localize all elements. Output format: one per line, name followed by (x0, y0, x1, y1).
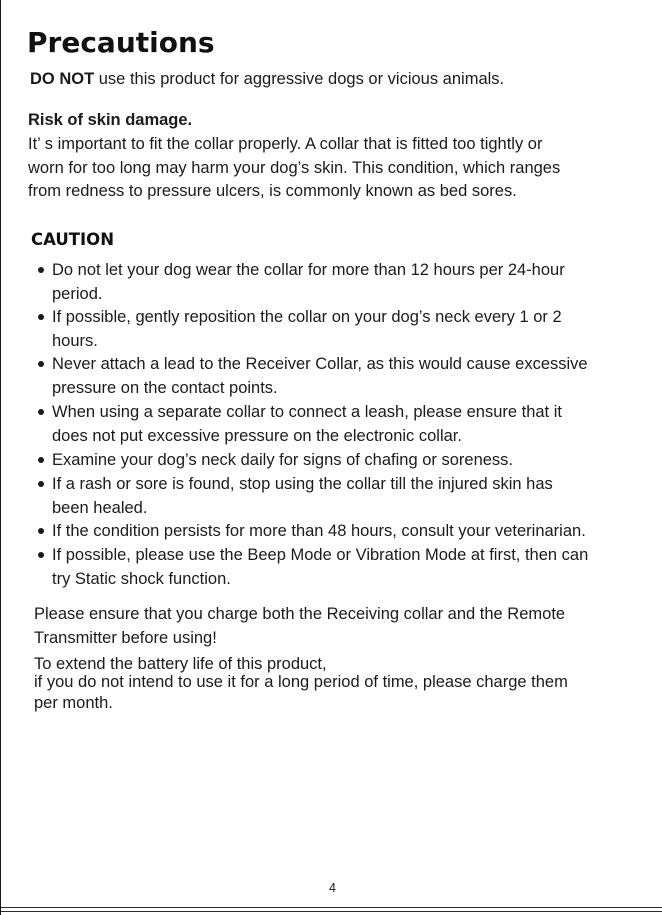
caution-list-item (1, 473, 662, 521)
charging-note-line: Please ensure that you charge both the Receiving collar and the Remote (34, 605, 566, 623)
caution-item-line: If possible, please use the Beep Mode or Vibration Mode at first, then can (52, 546, 589, 564)
bullet-icon (38, 314, 44, 320)
battery-note-line: per month. (34, 694, 113, 712)
caution-list-item (1, 544, 662, 592)
caution-list-item (1, 306, 662, 354)
caution-item-line: Do not let your dog wear the collar for more than 12 hours per 24-hour (52, 261, 565, 279)
caution-list-item (1, 401, 662, 449)
bullet-icon (38, 552, 44, 558)
caution-list-item (1, 259, 662, 307)
page-number: 4 (329, 881, 336, 895)
caution-item-line: try Static shock function. (52, 570, 231, 588)
bullet-icon (38, 457, 44, 463)
bullet-icon (38, 481, 44, 487)
intro-warning-text: use this product for aggressive dogs or vicious animals. (94, 70, 505, 88)
footer-divider (1, 907, 662, 908)
caution-item-line: When using a separate collar to connect a leash, please ensure that it (52, 403, 562, 421)
caution-item-line: does not put excessive pressure on the electronic collar. (52, 427, 462, 445)
caution-item-line: If possible, gently reposition the collar on your dog’s neck every 1 or 2 (52, 308, 562, 326)
caution-item-line: period. (52, 285, 103, 303)
caution-heading: CAUTION (31, 230, 114, 249)
intro-warning (30, 68, 504, 90)
bullet-icon (38, 361, 44, 367)
caution-item-line: If a rash or sore is found, stop using the collar till the injured skin has (52, 475, 553, 493)
footer-divider (1, 911, 662, 912)
battery-note-line: if you do not intend to use it for a long period of time, please charge them (34, 673, 568, 691)
risk-heading: Risk of skin damage. (28, 111, 193, 129)
charging-note-line: Transmitter before using! (34, 629, 217, 647)
caution-item-line: pressure on the contact points. (52, 379, 278, 397)
caution-item-line: Examine your dog’s neck daily for signs of chafing or soreness. (52, 451, 514, 469)
bullet-icon (38, 409, 44, 415)
page-title: Precautions (27, 26, 215, 59)
bullet-icon (38, 267, 44, 273)
battery-note-line: To extend the battery life of this product, (34, 655, 327, 673)
caution-item-line: hours. (52, 332, 98, 350)
bullet-icon (38, 528, 44, 534)
risk-paragraph-line: from redness to pressure ulcers, is commonly known as bed sores. (28, 182, 517, 200)
caution-item-line: If the condition persists for more than 48 hours, consult your veterinarian. (52, 522, 586, 540)
risk-paragraph-line: It’ s important to fit the collar properly. A collar that is fitted too tightly or (28, 135, 543, 153)
caution-list-item (1, 353, 662, 401)
risk-paragraph-line: worn for too long may harm your dog’s skin. This condition, which ranges (28, 159, 561, 177)
intro-warning-emphasis: DO NOT (30, 70, 95, 88)
caution-item-line: Never attach a lead to the Receiver Collar, as this would cause excessive (52, 355, 588, 373)
caution-item-line: been healed. (52, 499, 148, 517)
